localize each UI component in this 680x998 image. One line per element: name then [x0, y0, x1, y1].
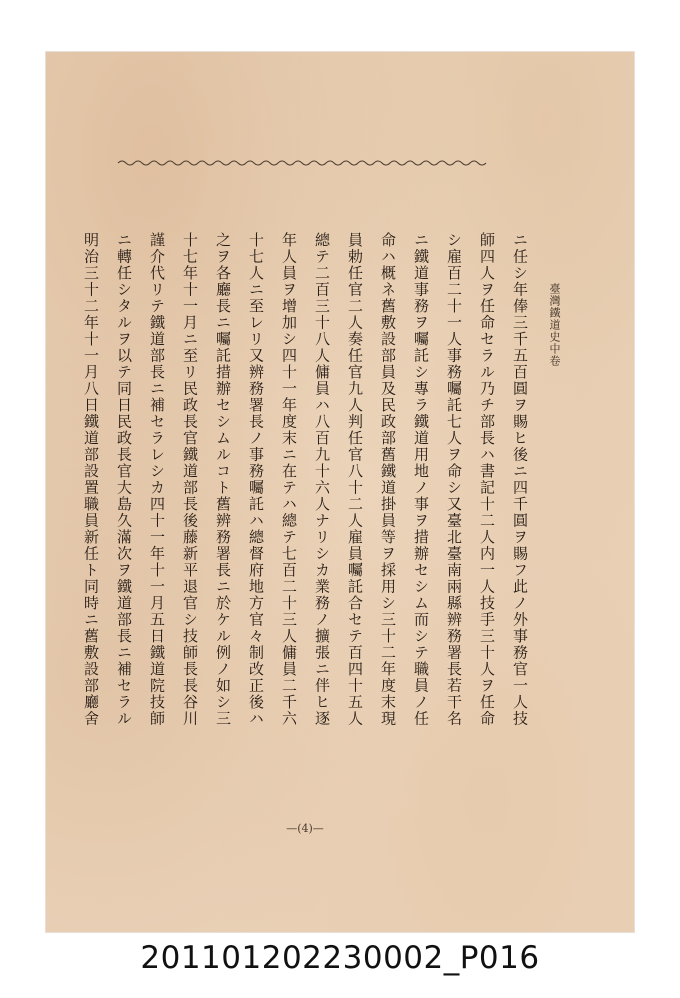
text-line: 十七人ニ至レリ又辨務署長ノ事務囑託ハ總督府地方官々制改正後ハ [247, 232, 265, 727]
text-line: 之ヲ各廳長ニ囑託措辦セシムルコト舊辨務署長ニ於ケル例ノ如シ三 [214, 232, 232, 727]
wavy-rule-ornament [118, 158, 486, 168]
text-line: ニ鐵道事務ヲ囑託シ專ラ鐵道用地ノ事ヲ措辦セシム而シテ職員ノ任 [412, 232, 430, 727]
text-line: 十七年十一月ニ至リ民政長官鐵道部長後藤新平退官シ技師長長谷川 [181, 232, 199, 727]
text-line: 總テ二百三十八人傭員ハ八百九十六人ナリシカ業務ノ擴張ニ伴ヒ逐 [313, 232, 331, 727]
body-text [82, 232, 536, 808]
text-line: 明治三十二年十一月八日鐵道部設置職員新任ト同時ニ舊敷設部廳舍 [82, 232, 100, 727]
text-line: 命ハ概ネ舊敷設部員及民政部舊鐵道掛員等ヲ採用シ三十二年度末現 [379, 232, 397, 727]
text-line: シ雇百二十一人事務囑託七人ヲ命シ又臺北臺南兩縣辨務署長若干名 [445, 232, 463, 727]
text-line: 年人員ヲ增加シ四十一年度末ニ在テハ總テ七百二十三人傭員二千六 [280, 232, 298, 727]
text-line: 謹介代リテ鐵道部長ニ補セラレシカ四十一年十一月五日鐵道院技師 [148, 232, 166, 727]
page-number: —(4)— [286, 822, 324, 835]
text-line: ニ任シ年俸三千五百圓ヲ賜ヒ後ニ四千圓ヲ賜フ此ノ外事務官一人技 [511, 232, 529, 727]
text-line: 師四人ヲ任命セラル乃チ部長ハ書記十二人内一人技手三十人ヲ任命 [478, 232, 496, 727]
text-line: 員勅任官二人奏任官九人判任官八十二人雇員囑託合セテ百四十五人 [346, 232, 364, 727]
text-line: ニ轉任シタルヲ以テ同日民政長官大島久滿次ヲ鐵道部長ニ補セラル [115, 232, 133, 727]
image-caption: 20110120223000​2_P016 [140, 940, 540, 976]
running-head: 臺灣鐵道史中卷 [548, 283, 561, 367]
